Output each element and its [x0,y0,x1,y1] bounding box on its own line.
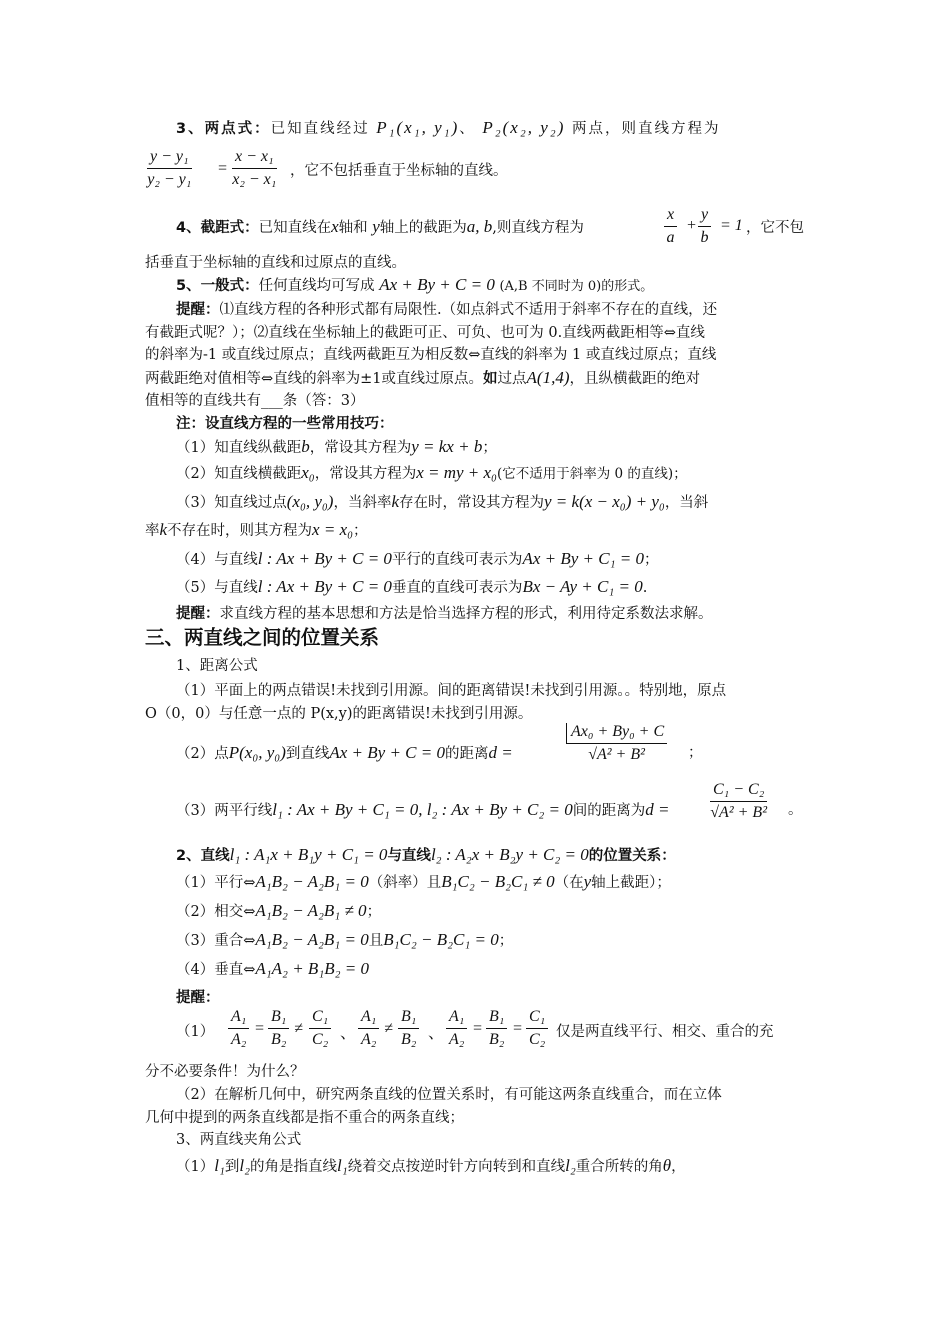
frac-den: A₂ [231,1031,247,1048]
note-item4 [176,549,841,570]
text: ； [482,440,497,456]
frac-den: B₂ [271,1031,287,1048]
equation: A₁B₂ − A₂B₁ ≠ 0 [255,901,367,920]
text: 存在时，常设其方程为 [399,495,545,511]
text: 的位置关系： [588,848,676,864]
point-p2: P₂(x₂, y₂) [482,118,566,137]
var: l₁ [337,1156,348,1175]
text: ，当斜率 [333,495,392,511]
equation: Bx − Ay + C₁ = 0 [522,577,643,596]
ratio-a [446,1008,467,1049]
frac-num: y − y₁ [147,148,192,169]
text: 轴上的截距为 [379,220,467,236]
frac-den: y₂ − y₁ [147,171,192,188]
text: 垂直的直线可表示为 [391,580,523,596]
frac-den: C₂ [529,1031,546,1048]
equation: y = kx + b [411,437,483,456]
op: ≠ [384,1020,393,1037]
text: 到直线 [285,746,330,762]
distance-p1-line1: （1）平面上的两点错误!未找到引用源。间的距离错误!未找到引用源。。特别地，原点 [176,683,727,699]
point: (x₀, y₀) [286,492,334,511]
equation-rhs: = 1 [720,217,743,234]
note-item3-cont [145,520,810,541]
text: （4）与直线 [176,552,258,568]
text: （1）平行⇔ [176,875,256,891]
text: （4）垂直⇔ [176,962,256,978]
frac-den: A₂ [361,1031,377,1048]
tip3-n1: （1） [176,1024,215,1040]
tip1-label: 提醒： [176,302,220,318]
frac-den: √A² + B² [588,746,645,763]
equation: y = k(x − x₀) + y₀ [544,492,665,511]
distance-p2-line [176,743,841,764]
frac-num: B₁ [486,1008,507,1029]
text: （2）相交⇔ [176,904,256,920]
two-point-form-label: 3、两点式： [176,121,271,137]
text: （在 [554,875,584,891]
equation: l : Ax + By + C = 0 [257,549,392,568]
text: ； [498,933,514,949]
point-line-distance-frac [566,723,667,764]
text: 2、直线 [176,848,230,864]
text: （1） [176,1159,215,1175]
equation: l₂ : A₂x + B₂y + C₂ = 0 [430,845,589,864]
intercept-text5: ，它不包 [746,220,804,236]
frac-num: y [698,206,711,227]
text: ； [643,552,659,568]
text: 过点 [497,371,527,387]
ratio-c [526,1008,548,1049]
frac-num: B₁ [398,1008,419,1029]
text: 的角是指直线 [250,1159,338,1175]
angle-formula-label: 3、两直线夹角公式 [176,1132,302,1148]
tip2-line [176,604,841,624]
op: = [472,1020,483,1037]
note-label: 注：设直线方程的一些常用技巧： [176,416,394,432]
text: （3）知直线过点 [176,495,287,511]
text: 轴和 [338,220,368,236]
note-item3 [176,492,841,513]
frac-num: x − x₁ [232,148,277,169]
text: （3）两平行线 [176,803,273,819]
text: （2）点 [176,746,229,762]
angle-definition-line [176,1156,841,1177]
relation-parallel [176,872,841,893]
frac-den: A₂ [449,1031,465,1048]
var: k [159,520,168,539]
text: 的距离 [444,746,489,762]
frac-num: A₁ [446,1008,467,1029]
text: （5）与直线 [176,580,258,596]
var: l₂ [565,1156,576,1175]
var: b [301,437,310,456]
text: ，常设其方程为 [309,440,412,456]
general-equation: Ax + By + C = 0 [379,275,495,294]
note-item2 [176,463,841,484]
ratio-c [309,1008,331,1049]
text: 、 [459,121,476,137]
frac-num: A₁ [358,1008,379,1029]
var: a, b [466,217,493,236]
text: 两截距绝对值相等⇔直线的斜率为±1或直线过原点。 [145,371,484,387]
var: l₁ [214,1156,225,1175]
equation: Ax + By + C = 0 [329,743,445,762]
text: 任何直线均可写成 [258,278,375,294]
text: 不存在时，则其方程为 [167,523,313,539]
note-item5 [176,577,841,598]
frac-den: x₂ − x₁ [232,171,277,188]
equation: l₁ : A₁x + B₁y + C₁ = 0 [229,845,388,864]
tip2-label: 提醒： [176,606,220,622]
text: ，当斜 [664,495,709,511]
intercept-frac-y [698,206,711,247]
point-p1: P₁(x₁, y₁) [376,118,460,137]
var: y [372,217,380,236]
frac-den: √A² + B² [710,804,767,821]
text: 重合所转的角 [575,1159,663,1175]
tip3-n2-line2: 几何中提到的两条直线都是指不重合的两条直线； [145,1110,464,1126]
text: (它不适用于斜率为 0 的直线)； [496,466,687,482]
plus-sign: + [686,217,697,234]
relation-perpendicular [176,959,841,980]
ratio-b [268,1008,289,1049]
note-item1 [176,437,841,458]
equation: A₁B₂ − A₂B₁ = 0 [255,872,369,891]
text: 轴上截距）； [591,875,671,891]
relation-heading [176,845,841,866]
op: ≠ [294,1020,303,1037]
frac-den: B₂ [489,1031,505,1048]
intercept-form-label: 4、截距式： [176,220,259,236]
tip3-label: 提醒： [176,990,220,1006]
frac-num: B₁ [268,1008,289,1029]
equals-sign: = [217,160,228,177]
tip1-line2: 有截距式呢？）；⑵直线在坐标轴上的截距可正、可负、也可为 0.直线两截距相等⇔直线 [145,325,705,341]
text: ⑴直线方程的各种形式都有局限性.（如点斜式不适用于斜率不存在的直线，还 [219,302,718,318]
equation: l : Ax + By + C = 0 [257,577,392,596]
two-point-form-line [176,118,841,139]
equation: x = x₀ [312,520,354,539]
equation: A₁B₂ − A₂B₁ = 0 [255,930,369,949]
op: 、 [428,1025,445,1042]
tip1-line1 [176,300,841,320]
text: 到 [224,1159,240,1175]
text: 平行的直线可表示为 [391,552,523,568]
text: 求直线方程的基本思想和方法是恰当选择方程的形式，利用待定系数法求解。 [219,606,713,622]
equation: Ax + By + C₁ = 0 [522,549,644,568]
text: . [642,580,648,596]
text: （1）知直线纵截距 [176,440,302,456]
op: = [254,1020,265,1037]
text: 与直线 [387,848,431,864]
intercept-frac-x [664,206,677,247]
tip3-tail: 仅是两直线平行、相交、重合的充 [556,1024,774,1040]
text: ； [688,745,703,761]
two-point-tail: ，它不包括垂直于坐标轴的直线。 [290,163,508,179]
ratio-a [358,1008,379,1049]
distance-formula-label: 1、距离公式 [176,658,258,674]
equation: d = [645,800,670,819]
equation: l₁ : Ax + By + C₁ = 0, l₂ : Ax + By + C₂ = 0 [272,800,573,819]
general-form-line [176,275,841,297]
frac-num: A₁ [228,1008,249,1029]
text: ,则直线方程为 [492,220,584,236]
text: 间的距离为 [572,803,646,819]
text: （斜率）且 [368,875,442,891]
text: 如 [483,371,498,387]
text: 绕着交点按逆时针方向转到和直线 [347,1159,566,1175]
text: ，常设其方程为 [314,466,417,482]
text: （3）重合⇔ [176,933,256,949]
var: l₂ [239,1156,251,1175]
text: 且 [368,933,384,949]
text: （2）知直线横截距 [176,466,302,482]
text: ； [366,904,382,920]
var: x [331,217,339,236]
tip3-line2: 分不必要条件！为什么？ [145,1064,305,1080]
var: k [391,492,400,511]
frac-num: C₁ [309,1008,331,1029]
text: 已知直线在 [258,220,332,236]
text: 两点，则直线方程为 [571,121,721,137]
point-a: A(1,4) [526,368,570,387]
text: 。 [788,802,803,818]
theta: θ [662,1156,672,1175]
frac-den: B₂ [401,1031,417,1048]
equation: B₁C₂ − B₂C₁ ≠ 0 [441,872,555,891]
equation: B₁C₂ − B₂C₁ = 0 [383,930,499,949]
text: 已知直线经过 [270,121,370,137]
text: ， [671,1159,686,1175]
intercept-line2: 括垂直于坐标轴的直线和过原点的直线。 [145,255,406,271]
equation: d = [488,743,513,762]
var: x₀ [301,463,315,482]
general-form-label: 5、一般式： [176,278,259,294]
two-point-frac-right [232,148,277,189]
frac-den: a [666,229,675,246]
var: y [583,872,592,891]
distance-p1-line2: O（0，0）与任意一点的 P(x,y)的距离错误!未找到引用源。 [145,706,533,722]
frac-den: b [700,229,709,246]
section3-heading: 三、两直线之间的位置关系 [145,626,380,649]
tip1-line5: 值相等的直线共有___条（答：3） [145,393,365,409]
frac-num: Ax₀ + By₀ + C [566,723,667,744]
frac-num: C₁ [526,1008,548,1029]
text: ，且纵横截距的绝对 [569,371,700,387]
text: ； [353,523,368,539]
tip1-line4 [145,368,810,389]
tip3-n2-line1: （2）在解析几何中，研究两条直线的位置关系时，有可能这两条直线重合，而在立体 [176,1087,722,1103]
text: (A,B 不同时为 0)的形式。 [499,279,654,294]
two-point-frac-left [147,148,192,189]
text: 率 [145,523,160,539]
relation-intersect [176,901,841,922]
frac-num: C₁ − C₂ [710,781,767,802]
ratio-b [398,1008,419,1049]
tip1-line3: 的斜率为-1 或直线过原点；直线两截距互为相反数⇔直线的斜率为 1 或直线过原点；直线 [145,347,717,363]
equation: x = my + x₀ [416,463,497,482]
frac-num: x [664,206,677,227]
parallel-distance-frac [710,781,767,822]
equation: A₁A₂ + B₁B₂ = 0 [255,959,369,978]
ratio-a [228,1008,249,1049]
point: P(x₀, y₀) [228,743,286,762]
frac-den: C₂ [312,1031,329,1048]
ratio-b [486,1008,507,1049]
op: = [512,1020,523,1037]
relation-coincide [176,930,841,951]
op: 、 [340,1025,357,1042]
